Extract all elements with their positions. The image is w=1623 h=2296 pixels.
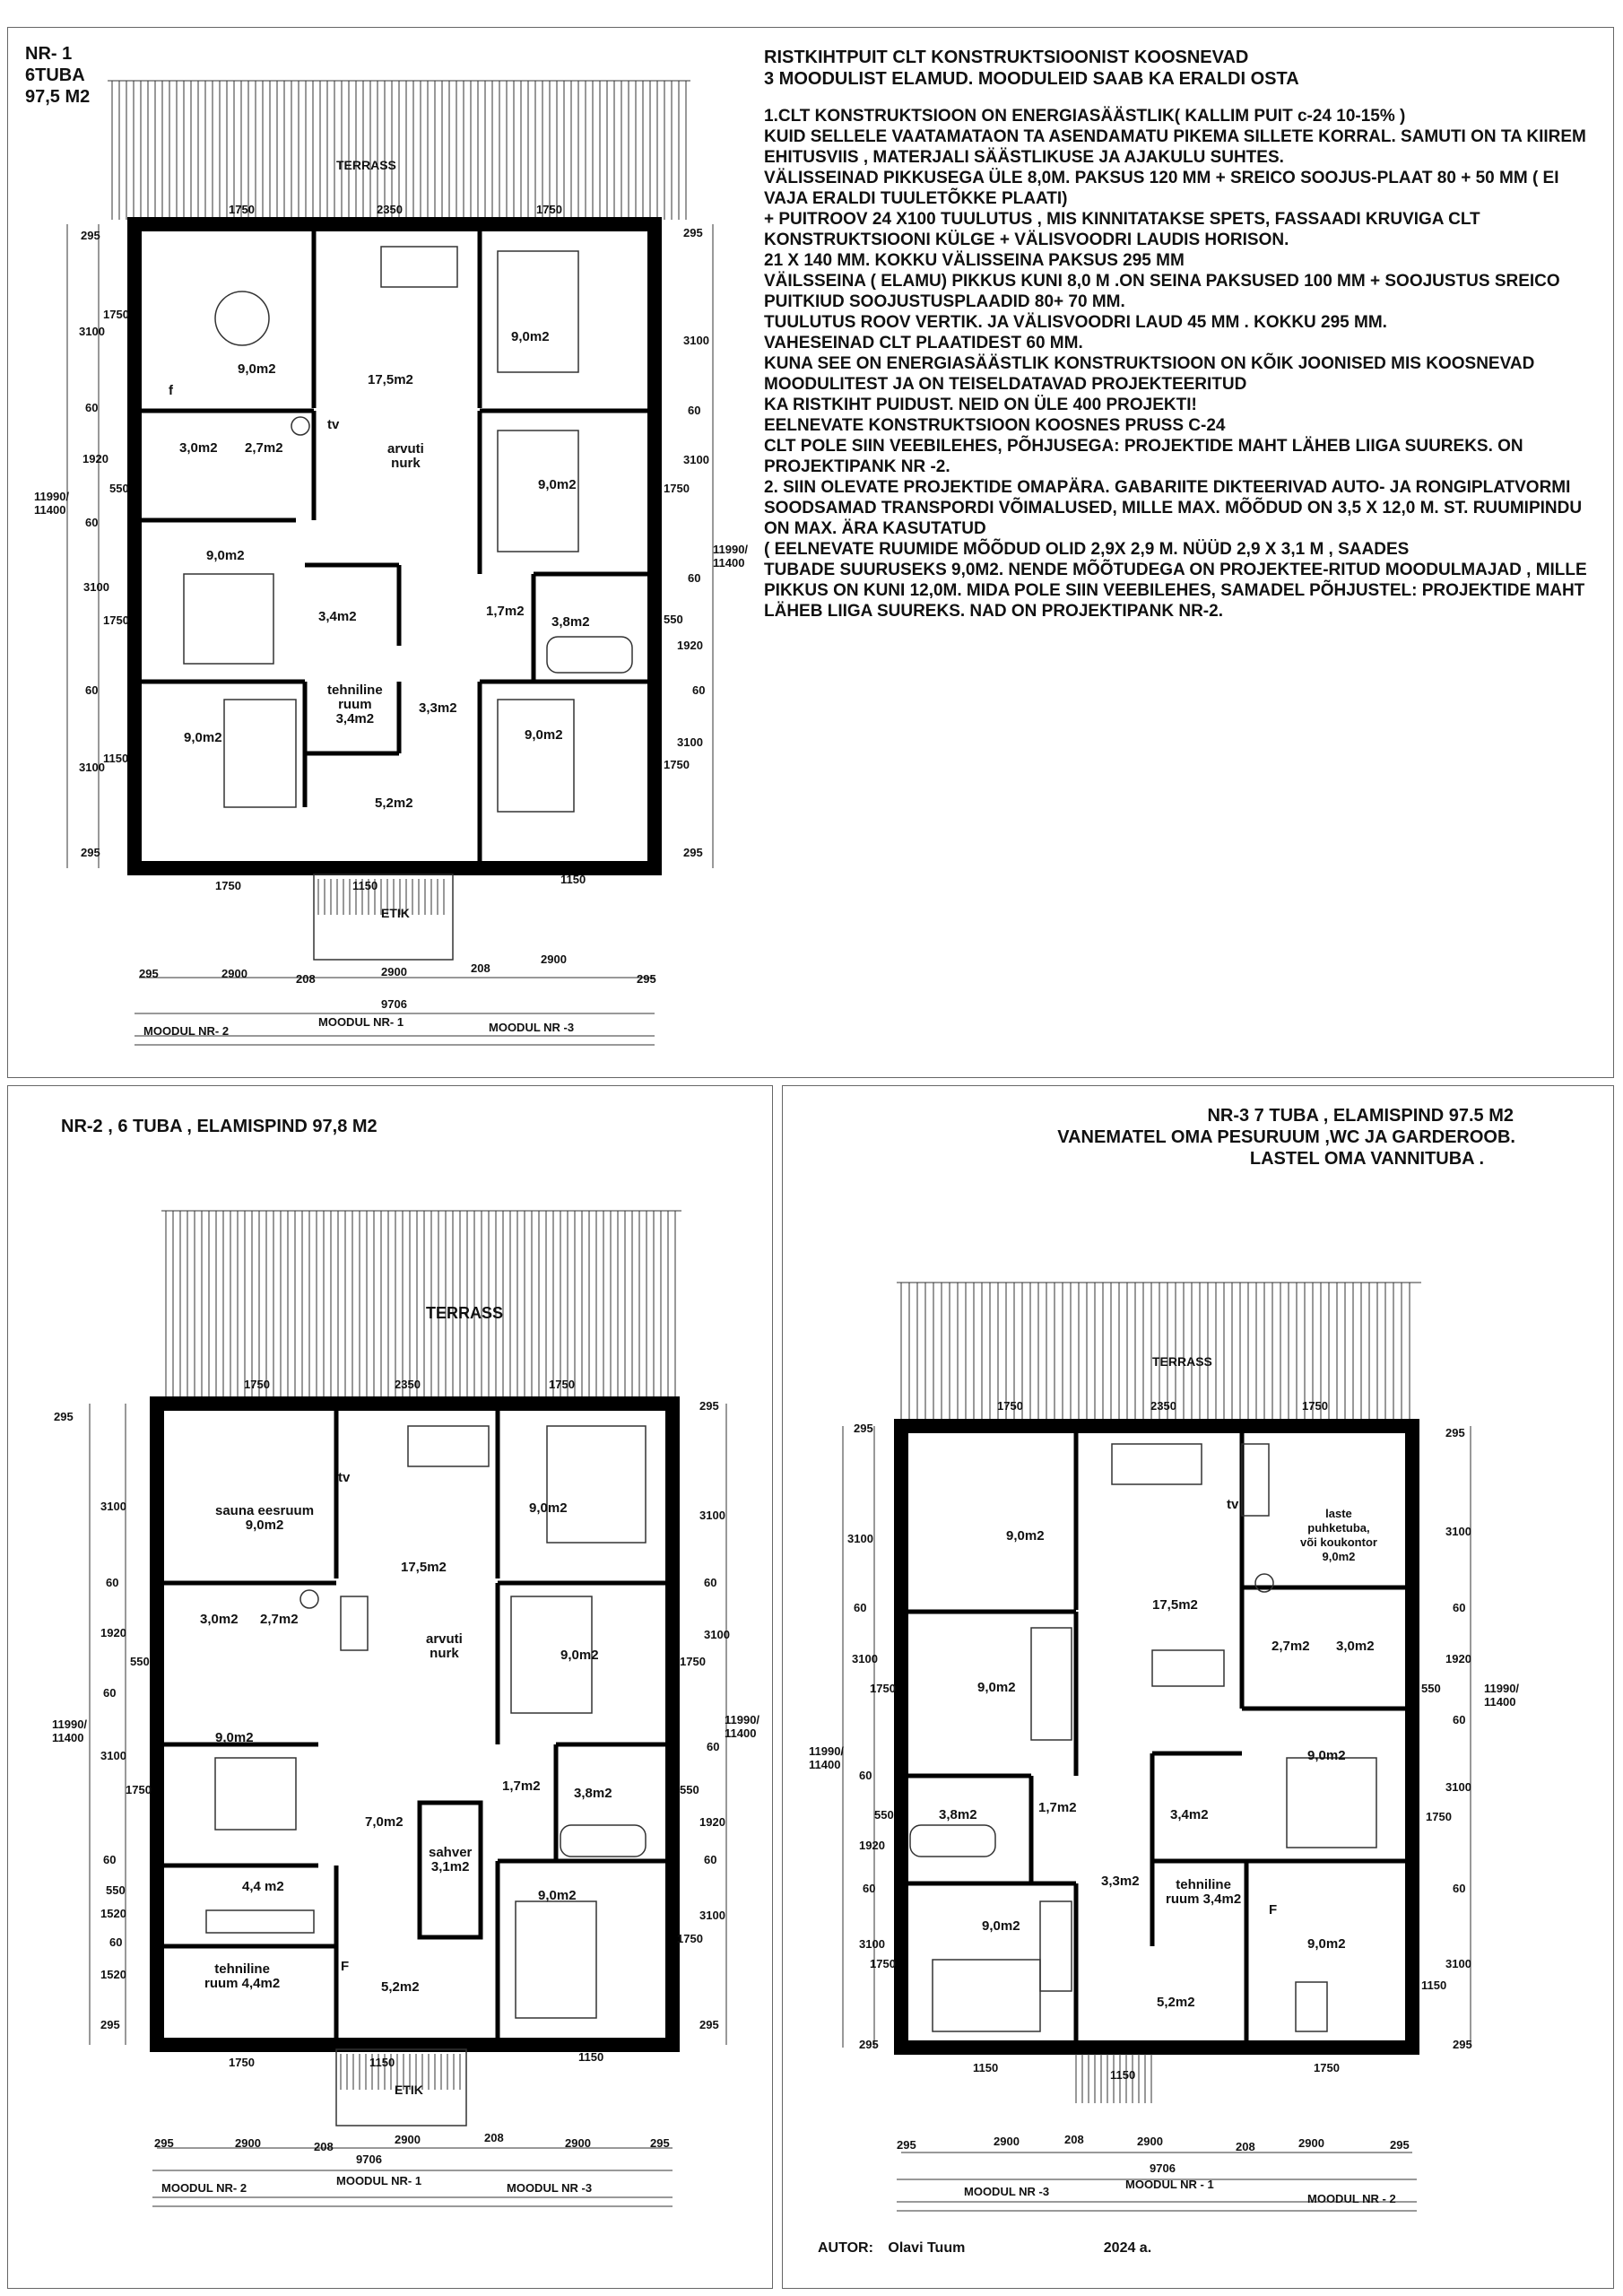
plan2-right-dim: 1750: [680, 1655, 706, 1668]
plan1-chain-dim: 2900: [381, 965, 407, 978]
plan2-left-dim: 1520: [100, 1968, 126, 1981]
notes-line: TUULUTUS ROOV VERTIK. JA VÄLISVOODRI LAUD 45 MM . KOKKU 295 MM.: [764, 313, 1387, 332]
plan2-right-dim: 11990/ 11400: [725, 1713, 760, 1740]
plan1-room-kitchen: 9,0m2: [238, 361, 276, 377]
plan1-left-dim: 1150: [103, 752, 129, 765]
notes-line: KA RISTKIHT PUIDUST. NEID ON ÜLE 400 PROJEKTI!: [764, 396, 1197, 414]
plan2-chain-dim: 295: [650, 2136, 670, 2150]
plan1-right-dim: 295: [683, 846, 703, 859]
plan3-right-dim: 1920: [1445, 1652, 1471, 1665]
plan3-module-right: MOODUL NR - 2: [1307, 2192, 1396, 2205]
plan3-kitchen-table: [1296, 1982, 1327, 2031]
plan1-top-dim-2: 2350: [377, 203, 403, 216]
plan1-left-dim: 11990/ 11400: [34, 490, 70, 517]
plan2-left-dim: 1750: [126, 1783, 152, 1796]
plan2-module-center: MOODUL NR- 1: [336, 2174, 422, 2187]
plan3-left-dim: 1750: [870, 1682, 896, 1695]
plan1-left-dim: 1750: [103, 308, 129, 321]
plan2-entrance-label: ETIK: [395, 2083, 423, 2097]
plan2-right-dim: 60: [707, 1740, 720, 1753]
notes-line: KUID SELLELE VAATAMATAON TA ASENDAMATU PIKEMA SILLETE KORRAL. SAMUTI ON TA KIIREM EHITUSVIIS , MATERJALI SÄÄSTLIKUSE JA AJAKULU SUHTES.: [764, 127, 1586, 167]
plan1-module-right: MOODUL NR -3: [489, 1021, 575, 1034]
plan2-right-dim: 60: [704, 1576, 717, 1589]
plan2-room-bed4: 9,0m2: [538, 1888, 577, 1903]
plan3-chain-dim: 295: [1390, 2138, 1410, 2152]
plan2-room-bath: 3,8m2: [574, 1786, 612, 1801]
plan3-left-dim: 60: [854, 1601, 867, 1614]
notes-line: KUNA SEE ON ENERGIASÄÄSTLIK KONSTRUKTSIOON ON KÕIK JOONISED MIS KOOSNEVAD MOODULITEST JA ON TEISELDATAVAD PROJEKTEERITUD: [764, 354, 1535, 394]
plan3-bed-4: [1040, 1901, 1072, 1991]
plan2-right-dim: 1920: [699, 1815, 725, 1829]
plan3-bottom-dim-2: 1150: [1110, 2068, 1136, 2082]
plan1-bottom-dim-3: 1150: [560, 873, 586, 886]
plan2-left-dim: 295: [54, 1410, 74, 1423]
notes-title-line-2: 3 MOODULIST ELAMUD. MOODULEID SAAB KA ERALDI OSTA: [764, 69, 1299, 89]
plan1-entrance-label: ETIK: [381, 906, 410, 920]
plan1-room-bed5: 9,0m2: [525, 727, 563, 743]
plan1-chain-dim: 2900: [221, 967, 247, 980]
plan1-room-sauna: 2,7m2: [245, 440, 283, 456]
plan1-chain-dim: 208: [471, 961, 490, 975]
plan3-left-dim: 60: [859, 1769, 872, 1782]
plan2-left-dim: 60: [103, 1853, 117, 1866]
plan2-room-bed2: 9,0m2: [560, 1648, 599, 1663]
plan1-room-bed1: 9,0m2: [511, 329, 550, 344]
plan3-right-dim: 60: [1453, 1713, 1466, 1726]
plan2-terrace-label: TERRASS: [426, 1304, 504, 1322]
plan2-right-dim: 1750: [677, 1932, 703, 1945]
plan1-room-hall: 3,3m2: [419, 700, 457, 716]
plan3-chain-dim: 2900: [1137, 2135, 1163, 2148]
plan2-room-sauna: 2,7m2: [260, 1612, 299, 1627]
plan3-bed-1: [1031, 1628, 1072, 1740]
notes-line: + PUITROOV 24 X100 TUULUTUS , MIS KINNITATAKSE SPETS, FASSAADI KRUVIGA CLT KONSTRUKTSIOONI KÜLGE + VÄLISVOODRI LAUDIS HORISON.: [764, 210, 1480, 249]
plan3-right-dim: 60: [1453, 1601, 1466, 1614]
plan1-left-dim: 295: [81, 846, 100, 859]
author-name: Olavi Tuum: [888, 2240, 966, 2256]
plan3-room-kitchen: 9,0m2: [1307, 1936, 1346, 1952]
plan3-chain-dim: 295: [897, 2138, 916, 2152]
plan1-room-bed2: 9,0m2: [538, 477, 577, 492]
plan1-right-dim: 60: [688, 571, 701, 585]
author-label: AUTOR:: [818, 2240, 873, 2256]
notes-line: 2. SIIN OLEVATE PROJEKTIDE OMAPÄRA. GABARIITE DIKTEERIVAD AUTO- JA RONGIPLATVORMI SOODSAMAD TRANSPORDI VÕIMALUSED, MILLE MAX. MÕÕDUD ON 3,5 X 12,0 M. ST. RUUMIPINDU ON MAX. ÄRA KASUTATUD: [764, 478, 1583, 538]
plan3-top-dim-2: 2350: [1150, 1399, 1176, 1413]
plan2-bottom-dim-1: 1750: [229, 2056, 255, 2069]
plan3-left-dim: 1750: [870, 1957, 896, 1970]
plan1-bottom-dim-1: 1750: [215, 879, 241, 892]
plan1-left-dim: 1750: [103, 613, 129, 627]
plan3-right-dim: 1750: [1426, 1810, 1452, 1823]
plan3-room-kids-lounge: laste puhketuba, või koukontor 9,0m2: [1300, 1507, 1377, 1563]
plan2-module-left: MOODUL NR- 2: [161, 2181, 247, 2195]
plan3-left-dim: 1920: [859, 1839, 885, 1852]
plan3-dining: [1152, 1650, 1224, 1686]
plan3-right-dim: 3100: [1445, 1780, 1471, 1794]
plan2-right-dim: 550: [680, 1783, 699, 1796]
plan1-room-technical: tehniline ruum 3,4m2: [327, 683, 383, 726]
plan2-right-dim: 60: [704, 1853, 717, 1866]
plan3-terrace-label: TERRASS: [1152, 1354, 1212, 1369]
plan1-total-dim: 9706: [381, 997, 407, 1011]
plan1-room-bed4: 9,0m2: [184, 730, 222, 745]
plan3-room-bed1: 9,0m2: [1006, 1528, 1045, 1544]
plan3-room-bed3: 9,0m2: [1307, 1748, 1346, 1763]
plan2-left-dim: 550: [106, 1883, 126, 1897]
plan1-room-entry: 5,2m2: [375, 796, 413, 811]
plan3-right-dim: 3100: [1445, 1525, 1471, 1538]
plan1-left-dim: 550: [109, 482, 129, 495]
plan3-bottom-dim-3: 1750: [1314, 2061, 1340, 2074]
plan2-chain-dim: 2900: [235, 2136, 261, 2150]
plan3-header-line-2: VANEMATEL OMA PESURUUM ,WC JA GARDEROOB.: [1057, 1127, 1515, 1147]
plan2-right-dim: 295: [699, 1399, 719, 1413]
plan3-chain-dim: 2900: [1298, 2136, 1324, 2150]
plan2-room-kitchen: 7,0m2: [365, 1814, 404, 1830]
plan1-left-dim: 1920: [82, 452, 108, 465]
plan2-chain-dim: 208: [484, 2131, 504, 2144]
plan1-chain-dim: 295: [139, 967, 159, 980]
plan1-module-left: MOODUL NR- 2: [143, 1024, 230, 1038]
plan3-right-dim: 1150: [1421, 1979, 1447, 1992]
plan3-bed-2: [1287, 1758, 1376, 1848]
plan2-chain-dim: 2900: [565, 2136, 591, 2150]
notes-line: 1.CLT KONSTRUKTSIOON ON ENERGIASÄÄSTLIK( KALLIM PUIT c-24 10-15% ): [764, 107, 1406, 126]
plan1-room-wc: 3,0m2: [179, 440, 218, 456]
plan2-left-dim: 3100: [100, 1749, 126, 1762]
plan1-left-dim: 60: [85, 401, 99, 414]
notes-line: VÄILSSEINA ( ELAMU) PIKKUS KUNI 8,0 M .ON SEINA PAKSUSED 100 MM + SOOJUSTUS SREICO PUITKIUD SOOJUSTUSPLAADID 80+ 70 MM.: [764, 272, 1560, 311]
plan1-right-dim: 60: [688, 404, 701, 417]
plan2-module-right: MOODUL NR -3: [507, 2181, 593, 2195]
notes-line: 21 X 140 MM. KOKKU VÄLISSEINA PAKSUS 295 MM: [764, 251, 1185, 270]
plan1-left-dim: 60: [85, 683, 99, 697]
plan3-room-bath: 3,8m2: [939, 1807, 977, 1822]
plan3-left-dim: 3100: [852, 1652, 878, 1665]
plan2-room-bed3: 9,0m2: [215, 1730, 254, 1745]
plan2-room-fridge: F: [341, 1959, 350, 1974]
plan2-room-bed1: 9,0m2: [529, 1500, 568, 1516]
plan2-left-dim: 1520: [100, 1907, 126, 1920]
plan3-right-dim: 295: [1445, 1426, 1465, 1439]
plan2-right-dim: 3100: [699, 1909, 725, 1922]
notes-line: ( EELNEVATE RUUMIDE MÕÕDUD OLID 2,9X 2,9 M. NÜÜD 2,9 X 3,1 M , SAADES: [764, 540, 1410, 559]
plan1-chain-dim: 2900: [541, 952, 567, 966]
plan2-left-dim: 3100: [100, 1500, 126, 1513]
plan3-module-center: MOODUL NR - 1: [1125, 2178, 1214, 2191]
plan3-top-dim-3: 1750: [1302, 1399, 1328, 1413]
plan1-left-dim: 295: [81, 229, 100, 242]
plan3-room-bed4: 9,0m2: [982, 1918, 1020, 1934]
notes-line: EELNEVATE KONSTRUKTSIOON KOOSNES PRUSS C-24: [764, 416, 1226, 435]
plan3-left-dim: 295: [854, 1422, 873, 1435]
plan2-chain-dim: 295: [154, 2136, 174, 2150]
author-year: 2024 a.: [1103, 2240, 1152, 2256]
plan3-left-dim: 60: [863, 1882, 876, 1895]
plan3-room-sauna: 2,7m2: [1271, 1639, 1310, 1654]
plan3-bathtub: [910, 1825, 995, 1857]
plan2-room-pantry: sahver 3,1m2: [429, 1845, 473, 1874]
plan2-left-dim: 60: [103, 1686, 117, 1700]
plan1-room-bed3: 9,0m2: [206, 548, 245, 563]
notes-line: CLT POLE SIIN VEEBILEHES, PÕHJUSEGA: PROJEKTIDE MAHT LÄHEB LIIGA SUUREKS. ON PROJEKTIPANK NR -2.: [764, 437, 1523, 476]
plan1-top-dim-1: 1750: [229, 203, 255, 216]
plan1-right-dim: 3100: [683, 453, 709, 466]
plan2-chain-dim: 208: [314, 2140, 334, 2153]
plan1-bottom-dim-2: 1150: [352, 879, 378, 892]
plan3-header-line-3: LASTEL OMA VANNITUBA .: [1249, 1149, 1484, 1169]
plan1-room-bath: 3,8m2: [551, 614, 590, 630]
plan1-left-dim: 3100: [79, 761, 105, 774]
plan3-room-entry: 5,2m2: [1157, 1995, 1195, 2010]
plan2-total-dim: 9706: [356, 2152, 382, 2166]
plan2-left-dim: 60: [106, 1576, 119, 1589]
plan2-left-dim: 1920: [100, 1626, 126, 1639]
plan3-room-hall: 3,3m2: [1101, 1874, 1140, 1889]
plan2-room-storage: 4,4 m2: [242, 1879, 284, 1894]
plan2-left-dim: 295: [100, 2018, 120, 2031]
plan3-room-wc2: 1,7m2: [1038, 1800, 1077, 1815]
plan2-right-dim: 295: [699, 2018, 719, 2031]
plan3-room-tv: tv: [1227, 1497, 1239, 1512]
plan1-right-dim: 1750: [664, 482, 690, 495]
plan1-right-dim: 1920: [677, 639, 703, 652]
plan2-left-dim: 60: [109, 1935, 123, 1949]
plan3-left-dim: 3100: [847, 1532, 873, 1545]
author-block: [818, 2240, 1151, 2257]
plan1-left-dim: 3100: [79, 325, 105, 338]
plan2-room-entry: 5,2m2: [381, 1979, 420, 1995]
plan3-room-bed2: 9,0m2: [977, 1680, 1016, 1695]
plan2-room-wc2: 1,7m2: [502, 1779, 541, 1794]
plan3-bottom-dim-1: 1150: [973, 2061, 999, 2074]
plan2-bottom-dim-3: 1150: [578, 2050, 604, 2064]
plan3-total-dim: 9706: [1150, 2161, 1176, 2175]
plan1-right-dim: 3100: [677, 735, 703, 749]
plan1-chain-dim: 208: [296, 972, 316, 986]
plan1-left-dim: 60: [85, 516, 99, 529]
plan3-right-dim: 11990/ 11400: [1484, 1682, 1520, 1709]
plan1-right-dim: 550: [664, 613, 683, 626]
plan2-right-dim: 3100: [699, 1509, 725, 1522]
plan3-left-dim: 550: [874, 1808, 894, 1822]
plan1-chain-dim: 295: [637, 972, 656, 986]
plan2-room-sauna-hall: sauna eesruum 9,0m2: [215, 1503, 315, 1533]
plan2-left-dim: 550: [130, 1655, 150, 1668]
plan3-right-dim: 295: [1453, 2038, 1472, 2051]
plan2-right-dim: 3100: [704, 1628, 730, 1641]
plan1-room-living: 17,5m2: [368, 372, 413, 387]
plan3-right-dim: 3100: [1445, 1957, 1471, 1970]
plan1-module-center: MOODUL NR- 1: [318, 1015, 404, 1029]
plan1-room-tv: tv: [327, 417, 340, 432]
plan1-room-wc2: 1,7m2: [486, 604, 525, 619]
plan3-room-living: 17,5m2: [1152, 1597, 1198, 1613]
plan3-header-line-1: NR-3 7 TUBA , ELAMISPIND 97.5 M2: [1207, 1106, 1514, 1126]
plan1-top-dim-3: 1750: [536, 203, 562, 216]
plan2-top-dim-2: 2350: [395, 1378, 421, 1391]
plan3-top-dim-1: 1750: [997, 1399, 1023, 1413]
plan3-left-dim: 11990/ 11400: [809, 1744, 845, 1771]
plan1-room-computer: arvuti nurk: [387, 441, 424, 471]
plan3-room-fridge: F: [1269, 1902, 1278, 1918]
plan2-header: NR-2 , 6 TUBA , ELAMISPIND 97,8 M2: [61, 1117, 378, 1136]
plan1-room-fridge: f: [169, 383, 173, 398]
plan3-chain-dim: 2900: [994, 2135, 1020, 2148]
plan1-rooms: 6TUBA: [25, 65, 85, 85]
plan3-sofa: [1112, 1444, 1202, 1484]
plan1-terrace-label: TERRASS: [336, 158, 396, 172]
plan3-room-wc: 3,0m2: [1336, 1639, 1375, 1654]
plan3-chain-dim: 208: [1064, 2133, 1084, 2146]
notes-line: VÄLISSEINAD PIKKUSEGA ÜLE 8,0M. PAKSUS 120 MM + SREICO SOOJUS-PLAAT 80 + 50 MM ( EI VAJA ERALDI TUULETÕKKE PLAATI): [764, 169, 1559, 208]
plan3-left-dim: 3100: [859, 1937, 885, 1951]
plan1-right-dim: 3100: [683, 334, 709, 347]
plan3-room-technical: tehniline ruum 3,4m2: [1166, 1877, 1242, 1907]
plan3-bed-3: [933, 1960, 1040, 2031]
plan1-left-dim: 3100: [83, 580, 109, 594]
plan1-right-dim: 11990/ 11400: [713, 543, 749, 570]
plan2-room-technical: tehniline ruum 4,4m2: [204, 1961, 281, 1991]
plan1-area: 97,5 M2: [25, 87, 91, 107]
plan2-top-dim-1: 1750: [244, 1378, 270, 1391]
plan1-room-wardrobe: 3,4m2: [318, 609, 357, 624]
plan2-bottom-dim-2: 1150: [369, 2056, 395, 2069]
notes-title-line-1: RISTKIHTPUIT CLT KONSTRUKTSIOONIST KOOSNEVAD: [764, 48, 1249, 67]
plan3-right-dim: 60: [1453, 1882, 1466, 1895]
plan1-right-dim: 60: [692, 683, 706, 697]
plan1-right-dim: 1750: [664, 758, 690, 771]
plan3-chain-dim: 208: [1236, 2140, 1255, 2153]
notes-line: VAHESEINAD CLT PLAATIDEST 60 MM.: [764, 334, 1083, 352]
plan2-room-tv: tv: [338, 1470, 351, 1485]
plan2-left-dim: 11990/ 11400: [52, 1718, 88, 1744]
plan1-right-dim: 295: [683, 226, 703, 239]
plan2-room-living: 17,5m2: [401, 1560, 447, 1575]
plan2-room-wc: 3,0m2: [200, 1612, 239, 1627]
plan3-left-dim: 295: [859, 2038, 879, 2051]
plan2-room-computer: arvuti nurk: [426, 1631, 463, 1661]
notes-line: TUBADE SUURUSEKS 9,0M2. NENDE MÕÕTUDEGA ON PROJEKTEE-RITUD MOODULMAJAD , MILLE PIKKUS ON KUNI 12,0M. MIDA POLE SIIN VEEBILEHES, SAMADEL PÕHJUSTEL: PROJEKTIDE MAHT LÄHEB LIIGA SUUREKS. NAD ON PROJEKTIPANK NR-2.: [764, 561, 1587, 621]
plan3-right-dim: 550: [1421, 1682, 1441, 1695]
plan3-room-wardrobe: 3,4m2: [1170, 1807, 1209, 1822]
plan3-module-left: MOODUL NR -3: [964, 2185, 1050, 2198]
plan2-top-dim-3: 1750: [549, 1378, 575, 1391]
plan3-desk: [1242, 1444, 1269, 1516]
plan2-chain-dim: 2900: [395, 2133, 421, 2146]
plan1-number: NR- 1: [25, 44, 73, 64]
